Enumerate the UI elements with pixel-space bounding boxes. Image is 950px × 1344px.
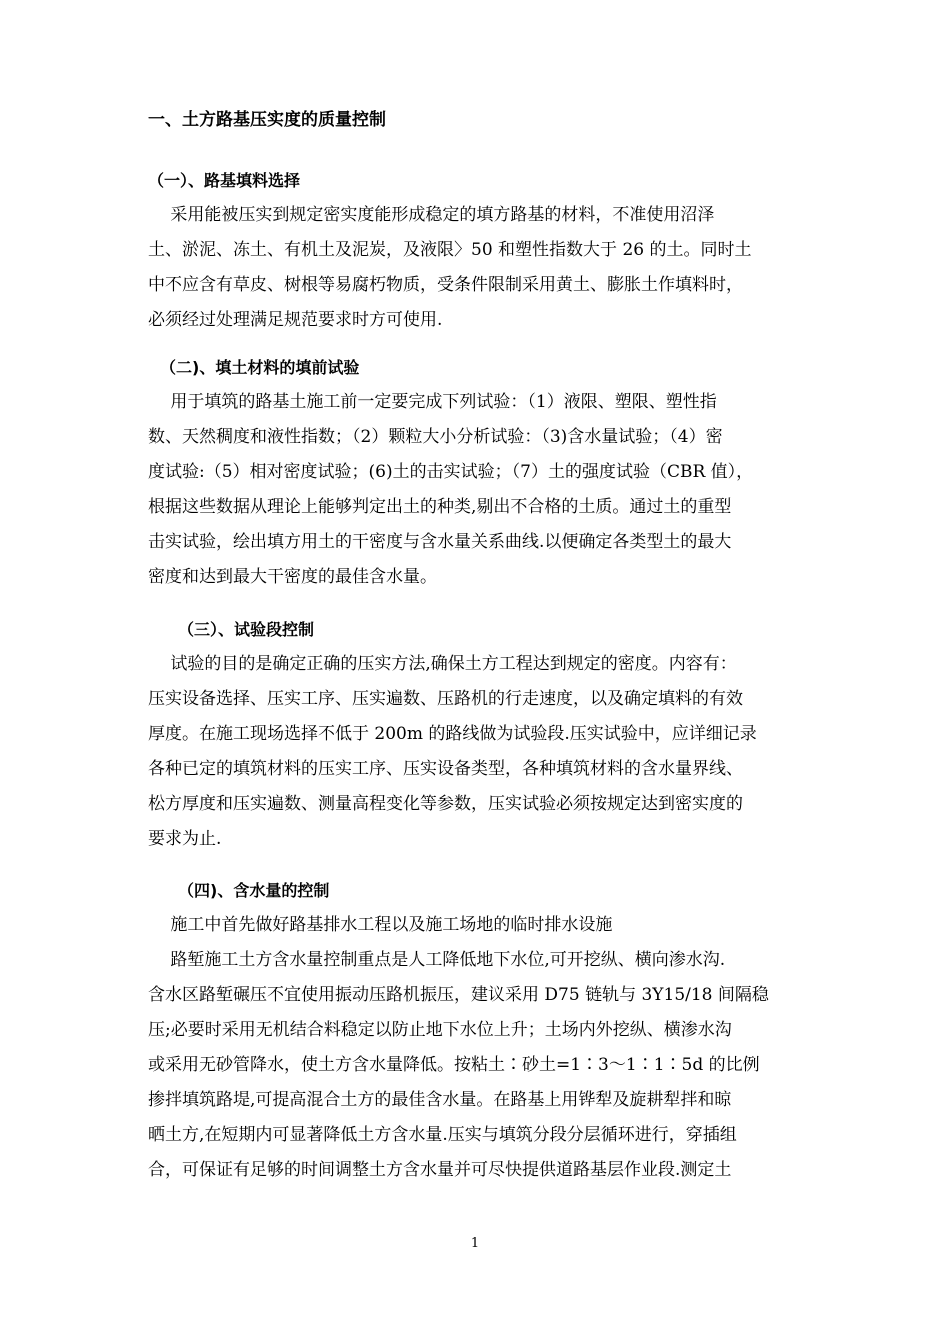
body-line: 厚度。在施工现场选择不低于 200m 的路线做为试验段.压实试验中，应详细记录 [148,724,757,744]
section-body-2 [148,385,808,595]
body-line: 试验的目的是确定正确的压实方法,确保土方工程达到规定的密度。内容有： [148,654,737,674]
body-line: 压;必要时采用无机结合料稳定以防止地下水位上升；土场内外挖纵、横渗水沟 [148,1020,732,1040]
body-line: 采用能被压实到规定密实度能形成稳定的填方路基的材料，不准使用沼泽 [148,205,715,225]
body-line: 根据这些数据从理论上能够判定出土的种类,剔出不合格的土质。通过土的重型 [148,497,732,517]
body-line: 合，可保证有足够的时间调整土方含水量并可尽快提供道路基层作业段.测定土 [148,1160,732,1180]
section-title-3: （三）、试验段控制 [178,620,315,639]
section-title-4: （四)、含水量的控制 [178,881,330,900]
body-line: 路堑施工土方含水量控制重点是人工降低地下水位,可开挖纵、横向渗水沟. [148,950,726,970]
body-line: 掺拌填筑路堤,可提高混合土方的最佳含水量。在路基上用铧犁及旋耕犁拌和晾 [148,1090,732,1110]
body-line: 要求为止. [148,829,222,849]
body-line: 各种已定的填筑材料的压实工序、压实设备类型，各种填筑材料的含水量界线、 [148,759,743,779]
body-line: 密度和达到最大干密度的最佳含水量。 [148,567,437,587]
body-line: 或采用无砂管降水，使土方含水量降低。按粘土∶砂土=1∶3～1∶1∶5d 的比例 [148,1055,760,1075]
body-line: 数、天然稠度和液性指数；（2）颗粒大小分析试验：（3)含水量试验；（4）密 [148,427,723,447]
body-line: 用于填筑的路基土施工前一定要完成下列试验：（1）液限、塑限、塑性指 [148,392,717,412]
body-line: 土、淤泥、冻土、有机土及泥炭，及液限〉50 和塑性指数大于 26 的土。同时土 [148,240,752,260]
body-line: 中不应含有草皮、树根等易腐朽物质，受条件限制采用黄土、膨胀土作填料时， [148,275,743,295]
body-line: 度试验:（5）相对密度试验；(6)土的击实试验；（7）土的强度试验（CBR 值）， [148,462,754,482]
body-line: 必须经过处理满足规范要求时方可使用. [148,310,443,330]
section-body-3 [148,647,808,857]
page-number: 1 [470,1236,480,1251]
body-line: 施工中首先做好路基排水工程以及施工场地的临时排水设施 [148,915,613,935]
body-line: 击实试验，绘出填方用土的干密度与含水量关系曲线.以便确定各类型土的最大 [148,532,732,552]
section-body-1 [148,198,808,338]
section-body-4 [148,908,808,1188]
body-line: 含水区路堑碾压不宜使用振动压路机振压，建议采用 D75 链轨与 3Y15/18 间隔稳 [148,985,769,1005]
body-line: 松方厚度和压实遍数、测量高程变化等参数，压实试验必须按规定达到密实度的 [148,794,743,814]
body-line: 压实设备选择、压实工序、压实遍数、压路机的行走速度，以及确定填料的有效 [148,689,743,709]
section-title-1: （一）、路基填料选择 [148,171,301,190]
main-heading: 一、土方路基压实度的质量控制 [148,110,386,130]
body-line: 晒土方,在短期内可显著降低土方含水量.压实与填筑分段分层循环进行，穿插组 [148,1125,737,1145]
section-title-2: （二)、填土材料的填前试验 [160,358,360,377]
